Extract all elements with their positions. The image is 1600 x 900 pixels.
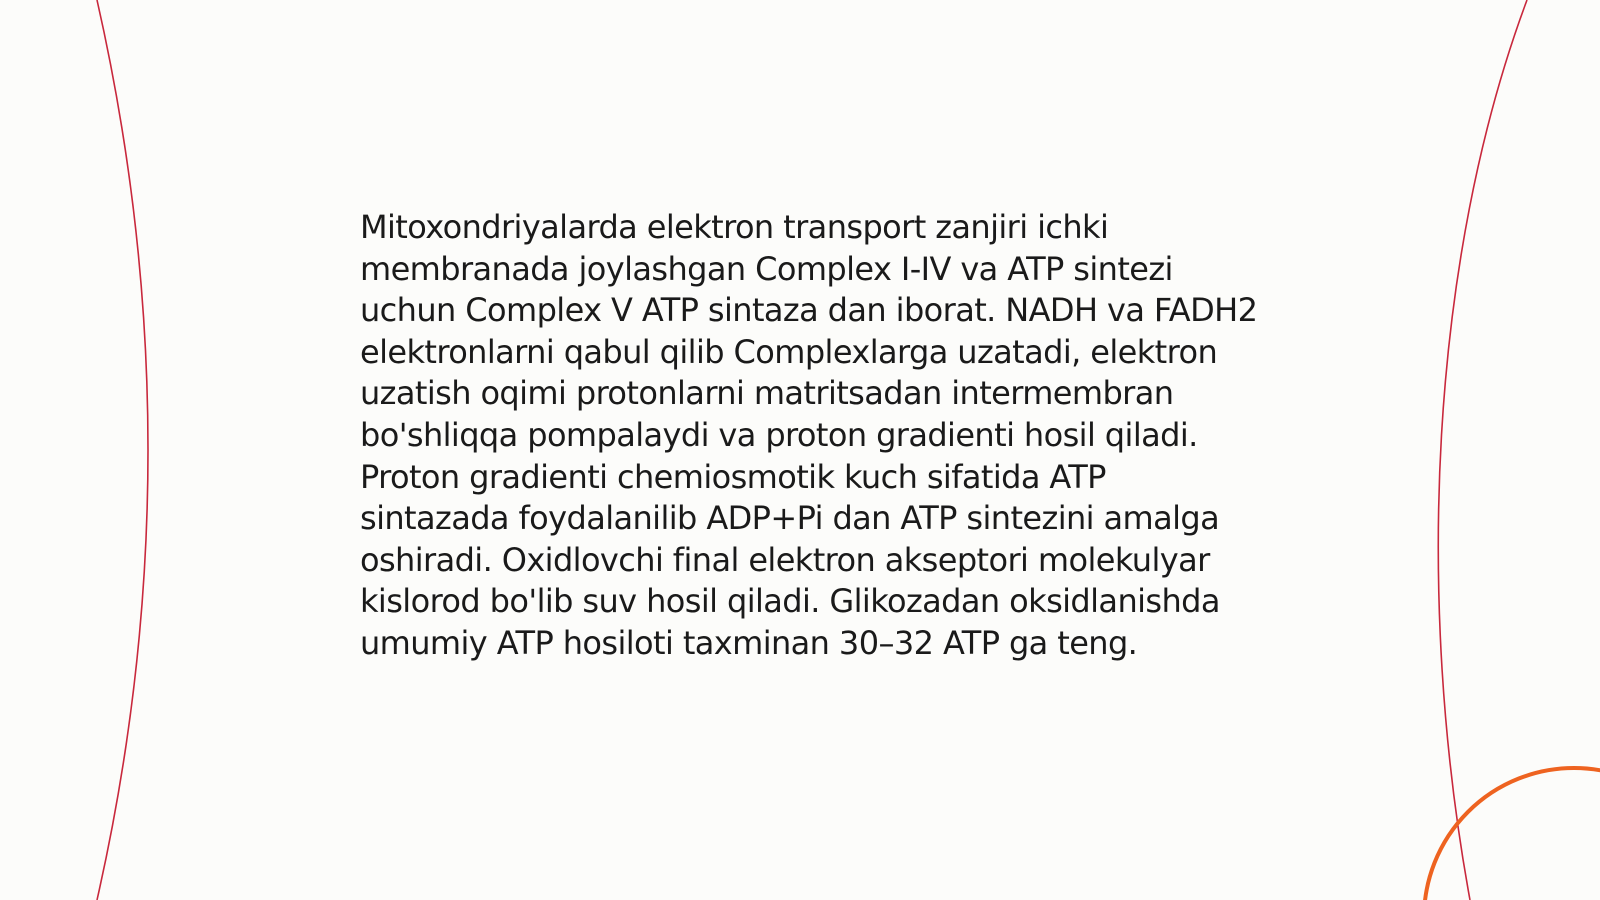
left-red-arc	[97, 0, 148, 900]
body-text: Mitoxondriyalarda elektron transport zanjiri ichki membranada joylashgan Complex I-IV va ATP sintezi uchun Complex V ATP sintaza dan iborat. NADH va FADH2 elektronlarni qabul qilib Complexlarga uzatadi, elektron uzatish oqimi protonlarni matritsadan intermembran bo'shliqqa pompalaydi va proton gradienti hosil qiladi. Proton gradienti chemiosmotik kuch sifatida ATP sintazada foydalanilib ADP+Pi dan ATP sintezini amalga oshiradi. Oxidlovchi final elektron akseptori molekulyar kislorod bo'lib suv hosil qiladi. Glikozadan oksidlanishda umumiy ATP hosiloti taxminan 30–32 ATP ga teng.	[360, 208, 1258, 662]
orange-circle	[1424, 768, 1600, 900]
right-red-arc	[1438, 0, 1527, 900]
